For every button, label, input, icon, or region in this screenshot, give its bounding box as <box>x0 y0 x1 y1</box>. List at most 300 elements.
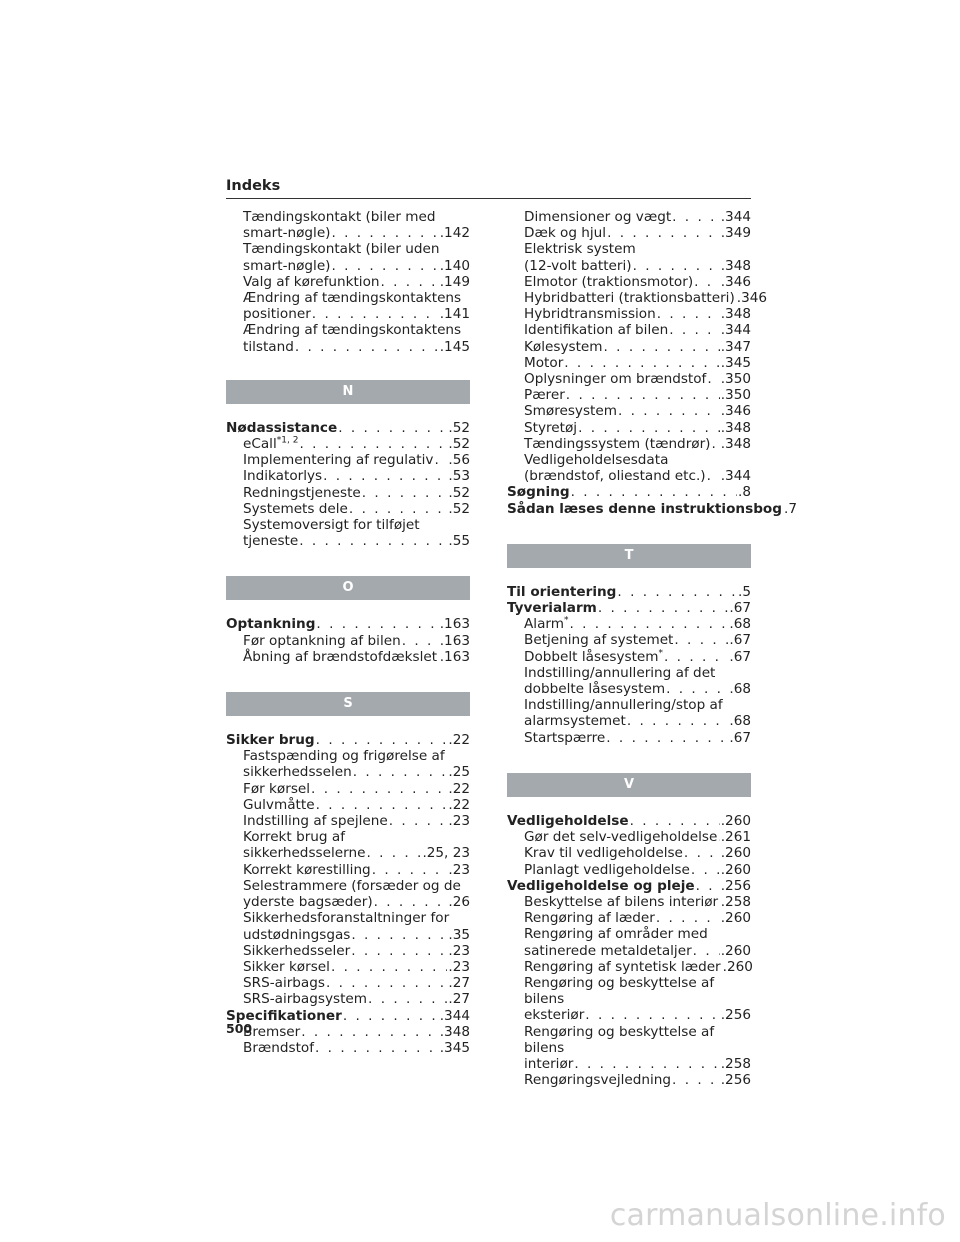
index-entry-term <box>243 894 373 910</box>
index-entry-term <box>524 894 718 910</box>
page-reference[interactable]: .35 <box>448 926 470 943</box>
index-entry-term-text: Pærer <box>524 387 565 404</box>
dot-leader <box>316 797 448 813</box>
index-entry-term <box>243 436 298 452</box>
index-entry-term <box>524 290 735 306</box>
page-reference[interactable]: .25 <box>448 764 470 781</box>
index-entry-term <box>507 600 597 616</box>
watermark: carmanualsonline.info <box>609 1198 946 1233</box>
dot-leader <box>598 600 729 616</box>
dot-leader <box>434 452 447 468</box>
index-entry-term-text: Før optankning af bilen <box>243 632 401 649</box>
index-sub-entry <box>507 290 768 307</box>
index-entry-term-text: sikkerhedsselen <box>243 764 352 781</box>
dot-leader <box>374 894 448 910</box>
dot-leader <box>368 991 447 1007</box>
index-entry-row <box>507 813 751 829</box>
index-entry-row <box>524 387 751 403</box>
index-entry-row <box>243 649 470 665</box>
page-reference[interactable]: .348 <box>720 435 751 452</box>
index-entry-term <box>507 584 616 600</box>
page-reference[interactable]: .55 <box>448 533 470 550</box>
index-entry-term <box>524 1056 573 1072</box>
index-entry-line: Vedligeholdelsesdata <box>524 452 669 469</box>
index-sub-entry <box>507 225 751 241</box>
index-entry-term-text: Brændstof <box>243 1039 315 1056</box>
page-reference[interactable]: .163 <box>439 616 470 633</box>
page-reference[interactable]: .258 <box>720 893 751 910</box>
page-reference[interactable]: .145 <box>439 338 470 355</box>
index-entry-row <box>524 225 751 241</box>
index-entry-term-text: Sådan læses denne instruktionsbog <box>507 500 782 517</box>
section-letter-band: S <box>226 692 470 716</box>
index-entry-term <box>524 468 706 484</box>
page-reference[interactable]: .142 <box>439 225 470 242</box>
index-entry-row <box>524 322 751 338</box>
index-entry-term-text: Specifikationer <box>226 1007 342 1024</box>
dot-leader <box>694 274 720 290</box>
page-reference[interactable]: .163 <box>439 632 470 649</box>
index-entry-row <box>507 584 751 600</box>
index-entry-row <box>524 355 751 371</box>
index-entry-term <box>524 258 632 274</box>
page-reference[interactable]: .149 <box>439 273 470 290</box>
index-entry-term-text: Vedligeholdelse og pleje <box>507 877 695 894</box>
dot-leader <box>381 274 439 290</box>
index-sub-entry <box>507 910 751 926</box>
dot-leader <box>718 829 719 845</box>
page-reference[interactable]: .23 <box>448 958 470 975</box>
index-sub-entry <box>226 781 470 797</box>
index-entry-term-text: Betjening af systemet <box>524 632 674 649</box>
page-reference[interactable]: .23 <box>448 942 470 959</box>
page-reference[interactable]: .52 <box>448 436 470 453</box>
index-entry-term-text: Vedligeholdelse <box>507 812 629 829</box>
index-entry-term <box>507 501 782 517</box>
page-reference[interactable]: .25, 23 <box>422 845 470 862</box>
page-reference[interactable]: .260 <box>720 910 751 927</box>
dot-leader <box>696 878 720 894</box>
index-sub-entry <box>507 403 751 419</box>
index-entry-term-text: Sikker kørsel <box>243 958 330 975</box>
index-sub-entry <box>507 1024 751 1073</box>
index-entry-term <box>507 813 629 829</box>
index-entry-line: Rengøring og beskyttelse af bilens <box>524 1023 715 1056</box>
index-entry-term-text: Korrekt kørestilling <box>243 861 371 878</box>
index-entry-line: Korrekt brug af <box>243 829 345 846</box>
index-sub-entry <box>507 862 751 878</box>
index-entry-row <box>243 274 470 290</box>
dot-leader <box>607 225 720 241</box>
index-entry-row <box>524 436 751 452</box>
dot-leader <box>707 468 720 484</box>
index-entry-row <box>243 501 470 517</box>
page-reference[interactable]: .256 <box>720 877 751 894</box>
dot-leader <box>630 813 720 829</box>
index-main-entry <box>226 732 470 748</box>
index-entry-term <box>243 959 330 975</box>
page-reference[interactable]: .68 <box>729 616 751 633</box>
dot-leader <box>684 845 720 861</box>
index-sub-entry <box>507 829 751 845</box>
index-entry-line: Ændring af tændingskontaktens <box>243 290 462 307</box>
dot-leader <box>343 1008 439 1024</box>
dot-leader <box>585 1007 719 1023</box>
index-entry-row <box>243 339 470 355</box>
page-reference[interactable]: .344 <box>720 322 751 339</box>
index-column-right <box>507 209 797 1089</box>
dot-leader <box>299 436 447 452</box>
index-entry-term <box>524 339 603 355</box>
index-entry-term-text: Nødassistance <box>226 419 338 436</box>
index-entry-row <box>243 764 470 780</box>
dot-leader <box>606 730 728 746</box>
index-entry-row <box>243 258 470 274</box>
page-reference[interactable]: .22 <box>448 732 470 749</box>
index-entry-row <box>243 959 470 975</box>
page-reference[interactable]: .348 <box>720 306 751 323</box>
index-entry-term <box>243 485 361 501</box>
section-letter-band: V <box>507 773 751 797</box>
page-reference[interactable]: .23 <box>448 813 470 830</box>
index-sub-entry <box>226 975 470 991</box>
index-entry-line: Selestrammere (forsæder og de <box>243 877 461 894</box>
page-reference[interactable]: .22 <box>448 780 470 797</box>
page-reference[interactable]: .260 <box>720 812 751 829</box>
index-entry-term <box>243 633 401 649</box>
index-entry-term-text: Hybridbatteri (traktionsbatteri) <box>524 290 735 307</box>
dot-leader <box>664 649 728 665</box>
page-reference[interactable]: .346 <box>736 290 768 307</box>
index-sub-entry <box>226 290 470 322</box>
index-entry-row <box>226 1008 470 1024</box>
index-sub-entry <box>226 452 470 468</box>
page-reference[interactable]: .67 <box>729 729 751 746</box>
dot-leader <box>438 649 439 665</box>
page-reference[interactable]: .348 <box>720 257 751 274</box>
index-entry-row <box>507 484 751 500</box>
index-entry-row <box>243 225 470 241</box>
index-entry-row <box>226 420 470 436</box>
page-reference[interactable]: .52 <box>448 500 470 517</box>
index-sub-entry <box>507 616 751 632</box>
index-sub-entry <box>507 730 751 746</box>
page-reference[interactable]: .56 <box>448 452 470 469</box>
index-entry-term <box>524 1007 584 1023</box>
index-entry-row <box>243 1024 470 1040</box>
index-sub-entry <box>507 420 751 436</box>
index-entry-line: Rengøring og beskyttelse af bilens <box>524 974 715 1008</box>
page-reference[interactable]: .260 <box>720 861 751 878</box>
index-sub-entry <box>507 1072 751 1088</box>
index-sub-entry <box>507 632 751 648</box>
index-entry-term-text: Redningstjeneste <box>243 484 361 501</box>
page-reference[interactable]: .344 <box>720 468 751 485</box>
index-sub-entry <box>507 241 751 273</box>
index-entry-row <box>243 862 470 878</box>
page-reference[interactable]: .23 <box>448 861 470 878</box>
section-letter-band: T <box>507 544 751 568</box>
index-entry-row <box>524 1007 751 1023</box>
dot-leader <box>299 533 447 549</box>
dot-leader <box>719 894 720 910</box>
index-sub-entry <box>226 1040 470 1056</box>
index-entry-row <box>226 732 470 748</box>
dot-leader <box>566 387 720 403</box>
index-main-entry <box>226 1008 470 1024</box>
dot-leader <box>316 616 438 632</box>
page-reference[interactable]: .52 <box>448 419 470 436</box>
index-entry-row <box>243 452 470 468</box>
page-reference[interactable]: .350 <box>720 371 751 388</box>
dot-leader <box>366 845 421 861</box>
index-entry-term <box>243 339 294 355</box>
index-sub-entry <box>226 485 470 501</box>
index-entry-term <box>524 420 577 436</box>
page-reference[interactable]: .344 <box>720 209 751 225</box>
index-entry-term-text: Rengøring af syntetisk læder <box>524 958 721 975</box>
index-entry-line: Rengøring af områder med <box>524 926 708 943</box>
page-reference[interactable]: .5 <box>738 583 751 600</box>
index-entry-row <box>524 274 751 290</box>
index-entry-row <box>226 616 470 632</box>
page-reference[interactable]: .27 <box>448 975 470 992</box>
index-sub-entry <box>507 894 751 910</box>
index-sub-entry <box>507 649 751 665</box>
index-entry-term <box>524 371 706 387</box>
index-entry-term-text: Dæk og hjul <box>524 225 607 242</box>
index-entry-term <box>226 732 315 748</box>
page-reference[interactable]: .68 <box>729 681 751 698</box>
page-reference[interactable]: .258 <box>720 1055 751 1072</box>
index-entry-row <box>243 797 470 813</box>
index-entry-term-text: Startspærre <box>524 729 606 746</box>
index-entry-term <box>243 225 330 241</box>
index-entry-row <box>524 681 751 697</box>
dot-leader <box>316 732 448 748</box>
index-entry-row <box>524 420 751 436</box>
index-entry-term-text: Gør det selv-vedligeholdelse <box>524 829 718 846</box>
index-entry-row <box>243 436 470 452</box>
index-entry-row <box>243 633 470 649</box>
page-reference[interactable]: .53 <box>448 468 470 485</box>
index-entry-term-text: Identifikation af bilen <box>524 322 669 339</box>
index-entry-term-text: smart-nøgle) <box>243 225 331 242</box>
index-entry-term <box>243 649 437 665</box>
index-sub-entry <box>226 209 470 241</box>
page-reference[interactable]: .163 <box>439 648 470 665</box>
index-entry-term-text: tilstand <box>243 338 294 355</box>
page-reference[interactable]: .140 <box>439 257 470 274</box>
index-sub-entry <box>226 748 470 780</box>
page-reference[interactable]: .260 <box>722 958 753 975</box>
dot-leader <box>326 975 447 991</box>
index-entry-term <box>243 813 388 829</box>
index-entry-term-text: Gulvmåtte <box>243 796 315 813</box>
dot-leader <box>672 1072 720 1088</box>
dot-leader <box>315 1040 439 1056</box>
dot-leader <box>389 813 448 829</box>
index-sub-entry <box>226 829 470 861</box>
dot-leader <box>618 403 720 419</box>
index-entry-term-text: Optankning <box>226 616 316 633</box>
page-reference[interactable]: .345 <box>439 1039 470 1056</box>
page-reference[interactable]: .7 <box>784 500 797 517</box>
index-entry-term <box>243 845 365 861</box>
index-entry-term <box>524 225 606 241</box>
dot-leader <box>331 258 438 274</box>
index-entry-term <box>524 730 605 746</box>
index-entry-line: Tændingskontakt (biler med <box>243 209 436 225</box>
page-reference[interactable]: .22 <box>448 796 470 813</box>
index-sub-entry <box>507 926 751 958</box>
page-reference[interactable]: .256 <box>720 1072 751 1089</box>
index-entry-term-text: Smøresystem <box>524 403 617 420</box>
index-entry-term-text: SRS-airbagsystem <box>243 991 368 1008</box>
index-entry-term <box>243 452 433 468</box>
page-header-title: Indeks <box>226 178 281 194</box>
page-reference[interactable]: .345 <box>720 354 751 371</box>
dot-leader <box>362 485 448 501</box>
index-entry-row <box>507 878 751 894</box>
index-entry-term-text: alarmsystemet <box>524 713 626 730</box>
index-sub-entry <box>507 274 751 290</box>
dot-leader <box>691 862 720 878</box>
index-entry-term-text: Alarm <box>524 616 564 633</box>
page-reference[interactable]: .141 <box>439 306 470 323</box>
index-entry-term <box>524 616 569 632</box>
dot-leader <box>301 1024 438 1040</box>
dot-leader <box>331 225 438 241</box>
page-reference[interactable]: .261 <box>720 829 751 846</box>
page-reference[interactable]: .260 <box>720 845 751 862</box>
dot-leader <box>674 632 728 648</box>
dot-leader <box>693 943 720 959</box>
page-number: 500 <box>226 1021 253 1036</box>
index-main-entry <box>507 878 751 894</box>
page-reference[interactable]: .347 <box>720 338 751 355</box>
index-entry-term-text: yderste bagsæder) <box>243 894 373 911</box>
dot-leader <box>570 616 729 632</box>
page-reference[interactable]: .67 <box>729 632 751 649</box>
page-reference[interactable]: .350 <box>720 387 751 404</box>
index-entry-row <box>243 485 470 501</box>
index-entry-row <box>524 403 751 419</box>
index-entry-term-text: Sikkerhedsseler <box>243 942 351 959</box>
index-main-entry <box>507 500 797 517</box>
page-reference[interactable]: .348 <box>439 1023 470 1040</box>
index-sub-entry <box>226 910 470 942</box>
index-entry-row <box>524 1072 751 1088</box>
index-entry-term-text: Indstilling af spejlene <box>243 813 388 830</box>
page-reference[interactable]: .67 <box>729 600 751 617</box>
index-entry-term-text: SRS-airbags <box>243 975 325 992</box>
index-entry-term-text: Oplysninger om brændstof <box>524 371 707 388</box>
index-entry-term <box>243 764 352 780</box>
page-reference[interactable]: .260 <box>720 942 751 959</box>
page-reference[interactable]: .26 <box>448 894 470 911</box>
index-sub-entry <box>226 517 470 549</box>
index-entry-row <box>243 975 470 991</box>
index-entry-term-text: Beskyttelse af bilens interiør <box>524 893 719 910</box>
section-letter-band: N <box>226 380 470 404</box>
page-reference[interactable]: .67 <box>729 648 751 665</box>
index-entry-term <box>243 943 350 959</box>
index-entry-row <box>507 500 797 517</box>
page-reference[interactable]: .348 <box>720 419 751 436</box>
index-entry-term <box>524 829 717 845</box>
index-sub-entry <box>226 501 470 517</box>
index-entry-term-text: Systemets dele <box>243 500 348 517</box>
index-sub-entry <box>507 959 751 975</box>
index-entry-term <box>524 355 563 371</box>
index-entry-row <box>243 781 470 797</box>
index-entry-term-text: Bremser <box>243 1023 301 1040</box>
index-entry-term <box>524 436 711 452</box>
index-entry-term-text: Krav til vedligeholdelse <box>524 845 683 862</box>
dot-leader <box>574 1056 719 1072</box>
index-entry-term-text: Implementering af regulativ <box>243 452 434 469</box>
index-entry-term-text: eCall <box>243 436 277 453</box>
index-main-entry <box>507 484 751 500</box>
index-entry-row <box>524 1056 751 1072</box>
index-entry-term-text: (brændstof, oliestand etc.) <box>524 468 706 485</box>
index-entry-term <box>524 910 655 926</box>
page-reference[interactable]: .346 <box>720 273 751 290</box>
index-entry-term <box>243 1040 314 1056</box>
index-entry-term <box>243 975 325 991</box>
header-divider <box>226 198 751 199</box>
dot-leader <box>707 371 719 387</box>
index-entry-row <box>243 813 470 829</box>
page-reference[interactable]: .27 <box>448 991 470 1008</box>
page-reference[interactable]: .68 <box>729 713 751 730</box>
index-entry-row <box>524 632 751 648</box>
index-entry-term-text: Tyverialarm <box>507 600 597 617</box>
index-entry-term <box>243 258 330 274</box>
index-entry-term <box>243 533 298 549</box>
page-reference[interactable]: .52 <box>448 484 470 501</box>
page-reference[interactable]: .349 <box>720 225 751 242</box>
index-sub-entry <box>226 943 470 959</box>
index-entry-row <box>524 829 751 845</box>
index-entry-line: Tændingskontakt (biler uden <box>243 241 440 258</box>
dot-leader <box>349 501 447 517</box>
index-entry-term <box>524 681 665 697</box>
dot-leader <box>402 633 439 649</box>
index-entry-line: Sikkerhedsforanstaltninger for <box>243 910 450 927</box>
page-reference[interactable]: .8 <box>738 484 751 501</box>
index-entry-row <box>524 616 751 632</box>
index-entry-row <box>524 845 751 861</box>
index-entry-term-text: Før kørsel <box>243 780 311 797</box>
index-entry-term <box>524 387 565 403</box>
index-sub-entry <box>507 697 751 729</box>
page-reference[interactable]: .346 <box>720 403 751 420</box>
index-entry-term <box>524 959 721 975</box>
dot-leader <box>633 258 720 274</box>
index-entry-line: Fastspænding og frigørelse af <box>243 748 445 765</box>
page-reference[interactable]: .256 <box>720 1007 751 1024</box>
index-entry-row <box>243 1040 470 1056</box>
index-entry-term-text: tjeneste <box>243 533 299 550</box>
index-entry-term-text: (12-volt batteri) <box>524 257 632 274</box>
index-entry-term-text: smart-nøgle) <box>243 257 331 274</box>
index-entry-term <box>524 306 656 322</box>
page-reference[interactable]: .344 <box>439 1007 470 1024</box>
index-entry-term-text: interiør <box>524 1055 574 1072</box>
index-entry-row <box>524 306 751 322</box>
